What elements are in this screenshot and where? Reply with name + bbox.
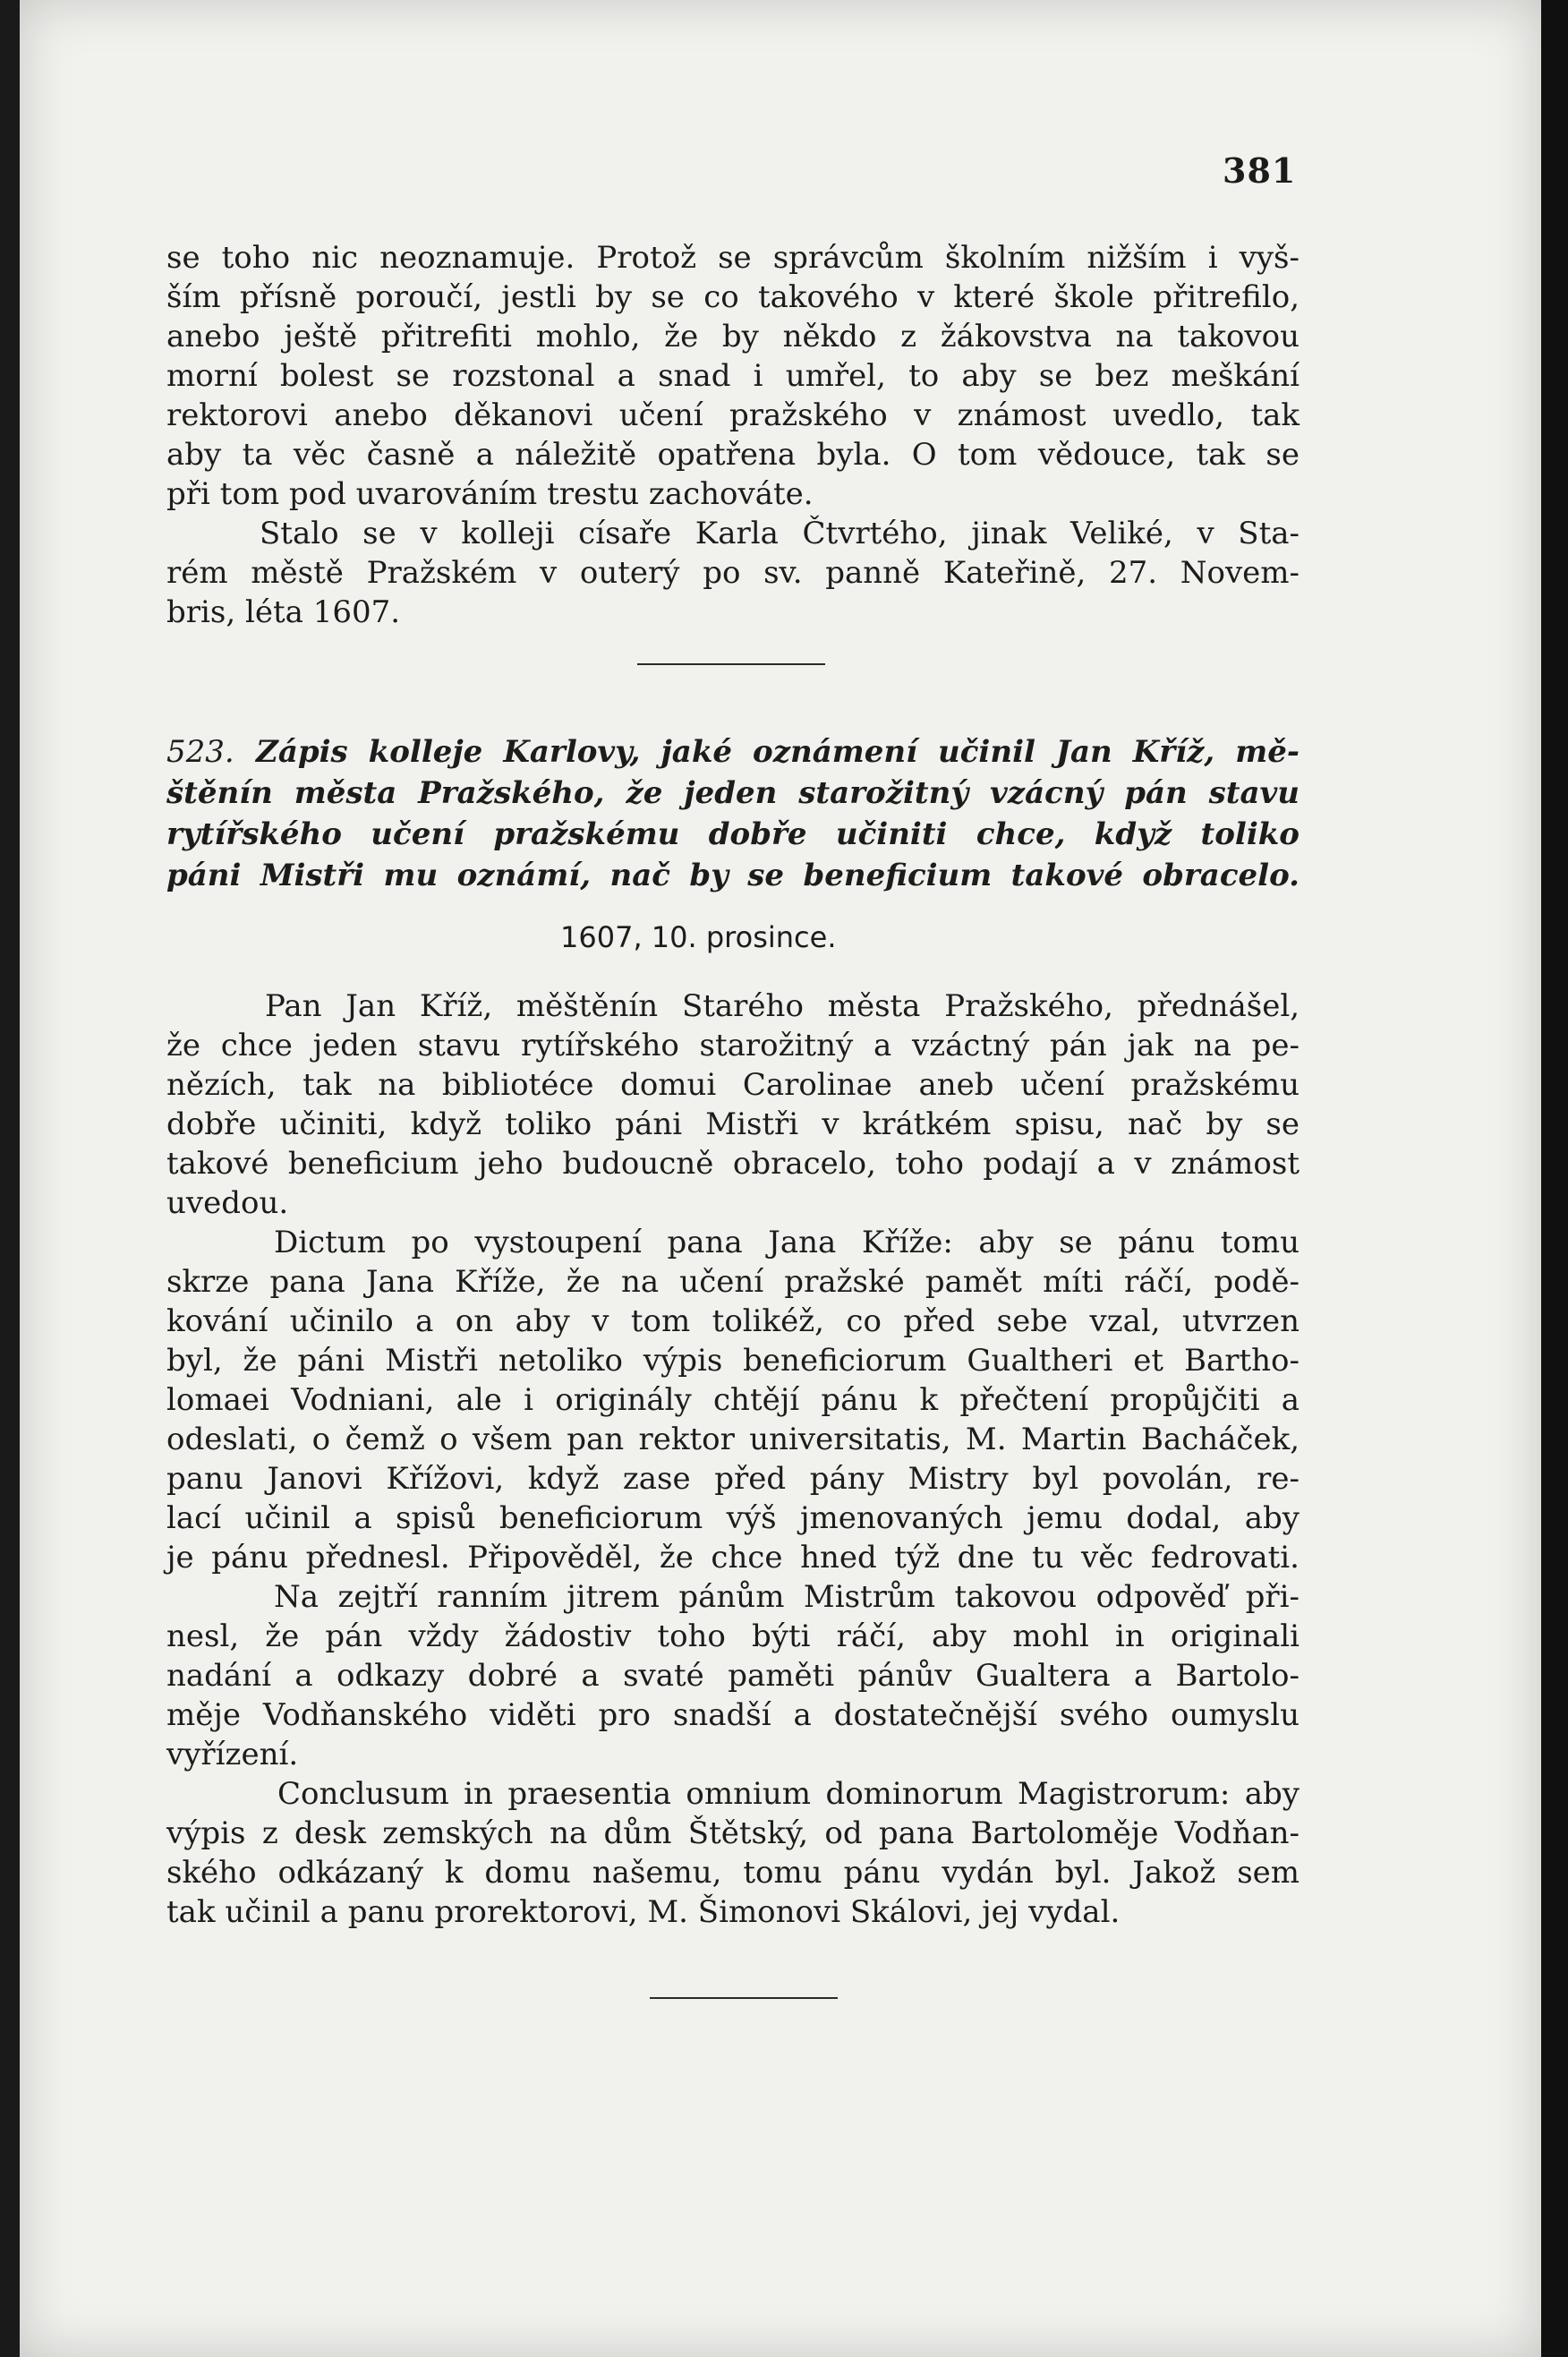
heading-line: štěnín města Pražského, že jeden starožitný vzácný pán stavu	[166, 775, 1300, 811]
text-line: aby ta věc časně a náležitě opatřena byla. O tom vědouce, tak se	[166, 437, 1300, 473]
text-line: Pan Jan Kříž, měštěnín Starého města Pražského, přednášel,	[265, 988, 1300, 1024]
text-line: Dictum po vystoupení pana Jana Kříže: aby se pánu tomu	[274, 1225, 1300, 1260]
text-line: výpis z desk zemských na dům Štětský, od pana Bartoloměje Vodňan-	[166, 1815, 1300, 1851]
text-line: tak učinil a panu prorektorovi, M. Šimonovi Skálovi, jej vydal.	[166, 1894, 1121, 1930]
text-line: Conclusum in praesentia omnium dominorum Magistrorum: aby	[277, 1776, 1300, 1812]
entry-date: 1607, 10. prosince.	[560, 920, 837, 954]
text-line: skrze pana Jana Kříže, že na učení pražské pamět míti ráčí, podě-	[166, 1264, 1300, 1300]
text-line: takové beneficium jeho budoucně obracelo, toho podají a v známost	[166, 1146, 1300, 1182]
text-line: rém městě Pražském v outerý po sv. panně Kateřině, 27. Novem-	[166, 555, 1300, 591]
heading-line: Zápis kolleje Karlovy, jaké oznámení učinil Jan Kříž, mě-	[256, 734, 1300, 770]
text-line: Stalo se v kolleji císaře Karla Čtvrtého, jinak Veliké, v Sta-	[260, 516, 1300, 551]
text-line: je pánu přednesl. Připověděl, že chce hned týž dne tu věc fedrovati.	[166, 1540, 1300, 1576]
text-line: lací učinil a spisů beneficiorum výš jmenovaných jemu dodal, aby	[166, 1500, 1300, 1536]
text-line: bris, léta 1607.	[166, 594, 401, 630]
page-number: 381	[1223, 150, 1297, 191]
text-line: že chce jeden stavu rytířského starožitný a vzáctný pán jak na pe-	[166, 1028, 1300, 1063]
text-line: nesl, že pán vždy žádostiv toho býti ráčí, aby mohl in originali	[166, 1618, 1300, 1654]
text-line: při tom pod uvarováním trestu zachováte.	[166, 476, 814, 512]
text-line: nězích, tak na bibliotéce domui Carolinae aneb učení pražskému	[166, 1067, 1300, 1103]
text-line: odeslati, o čemž o všem pan rektor universitatis, M. Martin Bacháček,	[166, 1422, 1300, 1457]
text-line: ším přísně poroučí, jestli by se co takového v které škole přitrefilo,	[166, 279, 1300, 315]
text-line: uvedou.	[166, 1185, 289, 1221]
text-line: rektorovi anebo děkanovi učení pražského v známost uvedlo, tak	[166, 397, 1300, 433]
text-line: Na zejtří ranním jitrem pánům Mistrům takovou odpověď při-	[274, 1579, 1300, 1615]
heading-line: páni Mistři mu oznámí, nač by se beneficium takové obracelo.	[166, 858, 1300, 893]
heading-line: rytířského učení pražskému dobře učiniti chce, když toliko	[166, 816, 1300, 852]
entry-number: 523.	[166, 734, 234, 770]
section-divider	[637, 663, 825, 665]
text-line: panu Janovi Křížovi, když zase před pány Mistry byl povolán, re-	[166, 1461, 1300, 1497]
end-divider	[650, 1997, 838, 1999]
text-line: vyřízení.	[166, 1737, 299, 1772]
text-line: se toho nic neoznamuje. Protož se správcům školním nižším i vyš-	[166, 240, 1300, 276]
text-line: lomaei Vodniani, ale i originály chtějí pánu k přečtení propůjčiti a	[166, 1382, 1300, 1418]
text-line: dobře učiniti, když toliko páni Mistři v krátkém spisu, nač by se	[166, 1106, 1300, 1142]
text-line: byl, že páni Mistři netoliko výpis beneficiorum Gualtheri et Bartho-	[166, 1343, 1300, 1379]
text-line: měje Vodňanského viděti pro snadší a dostatečnější svého oumyslu	[166, 1697, 1300, 1733]
text-line: nadání a odkazy dobré a svaté paměti pánův Gualtera a Bartolo-	[166, 1658, 1300, 1694]
page-edge	[1541, 0, 1568, 2357]
text-line: ského odkázaný k domu našemu, tomu pánu vydán byl. Jakož sem	[166, 1855, 1300, 1891]
text-line: anebo ještě přitrefiti mohlo, že by někdo z žákovstva na takovou	[166, 319, 1300, 354]
text-line: kování učinilo a on aby v tom tolikéž, co před sebe vzal, utvrzen	[166, 1303, 1300, 1339]
text-line: morní bolest se rozstonal a snad i umřel, to aby se bez meškání	[166, 358, 1300, 394]
